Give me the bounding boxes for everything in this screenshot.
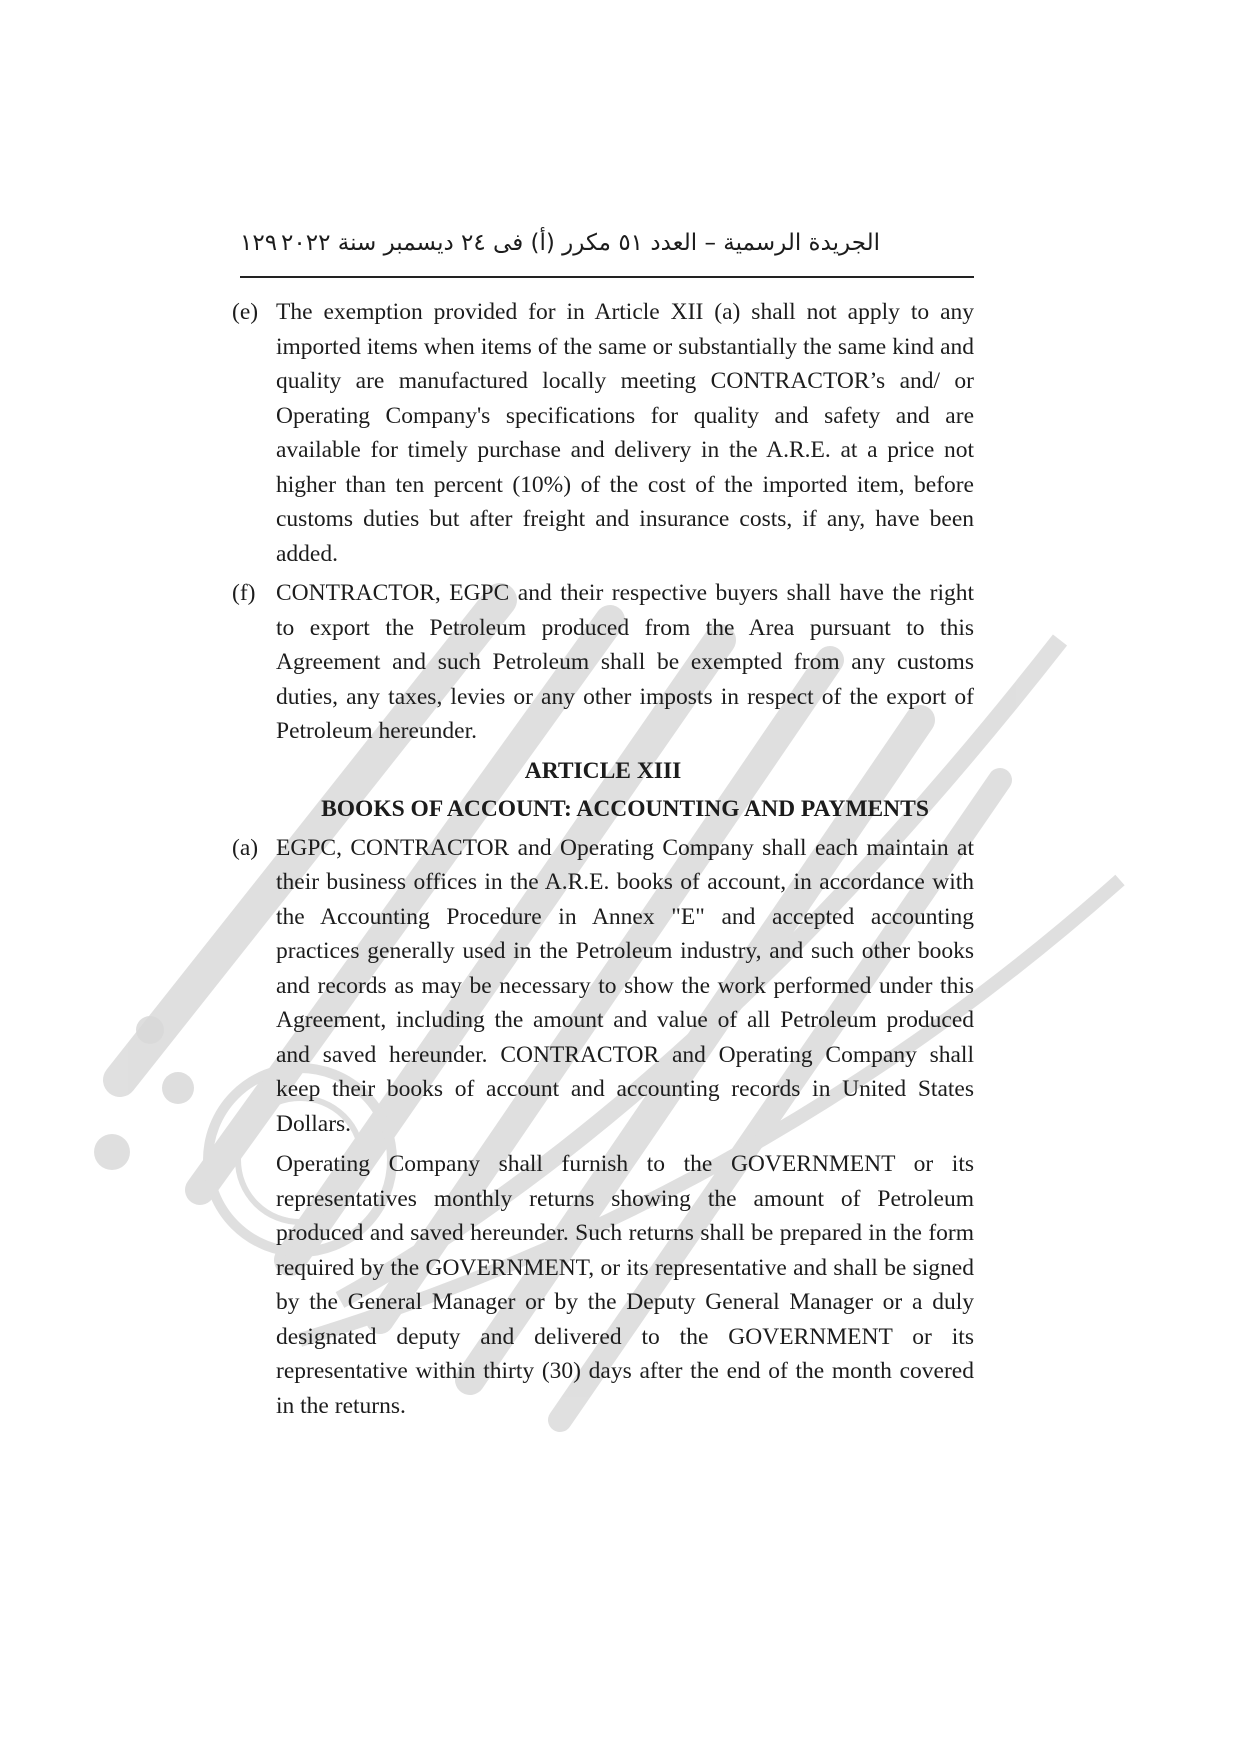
gazette-header-title: الجريدة الرسمية – العدد ٥١ مكرر (أ) فى ٢٤ ديسمبر سنة ٢٠٢٢ [281, 230, 880, 256]
page-number: ١٢٩ [240, 230, 278, 256]
clause-text: EGPC, CONTRACTOR and Operating Company shall each maintain at their business offices in the A.R.E. books of account, in accordance with the Accounting Procedure in Annex "E" and accepted accounting practices generally used in the Petroleum industry, and such other books and records as may be necessary to show the work performed under this Agreement, including the amount and value of all Petroleum produced and saved hereunder. CONTRACTOR and Operating Company shall keep their books of account and accounting records in United States Dollars. [276, 834, 974, 1137]
clause-a-continuation: Operating Company shall furnish to the GOVERNMENT or its representatives monthly returns showing the amount of Petroleum produced and saved hereunder. Such returns shall be prepared in the form required by the GOVERNMENT, or its representative and shall be signed by the General Manager or by the Deputy General Manager or a duly designated deputy and delivered to the GOVERNMENT or its representative within thirty (30) days after the end of the month covered in the returns. [276, 1151, 974, 1419]
clause-marker: (e) [232, 299, 259, 325]
clause-marker: (a) [232, 834, 259, 861]
clause-text: CONTRACTOR, EGPC and their respective buyers shall have the right to export the Petroleum produced from the Area pursuant to this Agreement and such Petroleum shall be exempted from any customs duties, any taxes, levies or any other imposts in respect of the export of Petroleum hereunder. [276, 580, 974, 744]
article-title: ARTICLE XIII [524, 757, 682, 784]
document-body [232, 295, 974, 1423]
page-header [240, 228, 974, 278]
article-subtitle: BOOKS OF ACCOUNT: ACCOUNTING AND PAYMENTS [321, 796, 929, 822]
clause-text: The exemption provided for in Article XII (a) shall not apply to any imported items when items of the same or substantially the same kind and quality are manufactured locally meeting CONTRACTOR’s and/ or Operating Company's specifications for quality and safety and are available for timely purchase and delivery in the A.R.E. at a price not higher than ten percent (10%) of the cost of the imported item, before customs duties but after freight and insurance costs, if any, have been added. [276, 299, 974, 567]
clause-f [232, 576, 974, 749]
clause-e [232, 295, 974, 571]
clause-marker: (f) [232, 580, 256, 606]
clause-a [232, 831, 974, 1142]
